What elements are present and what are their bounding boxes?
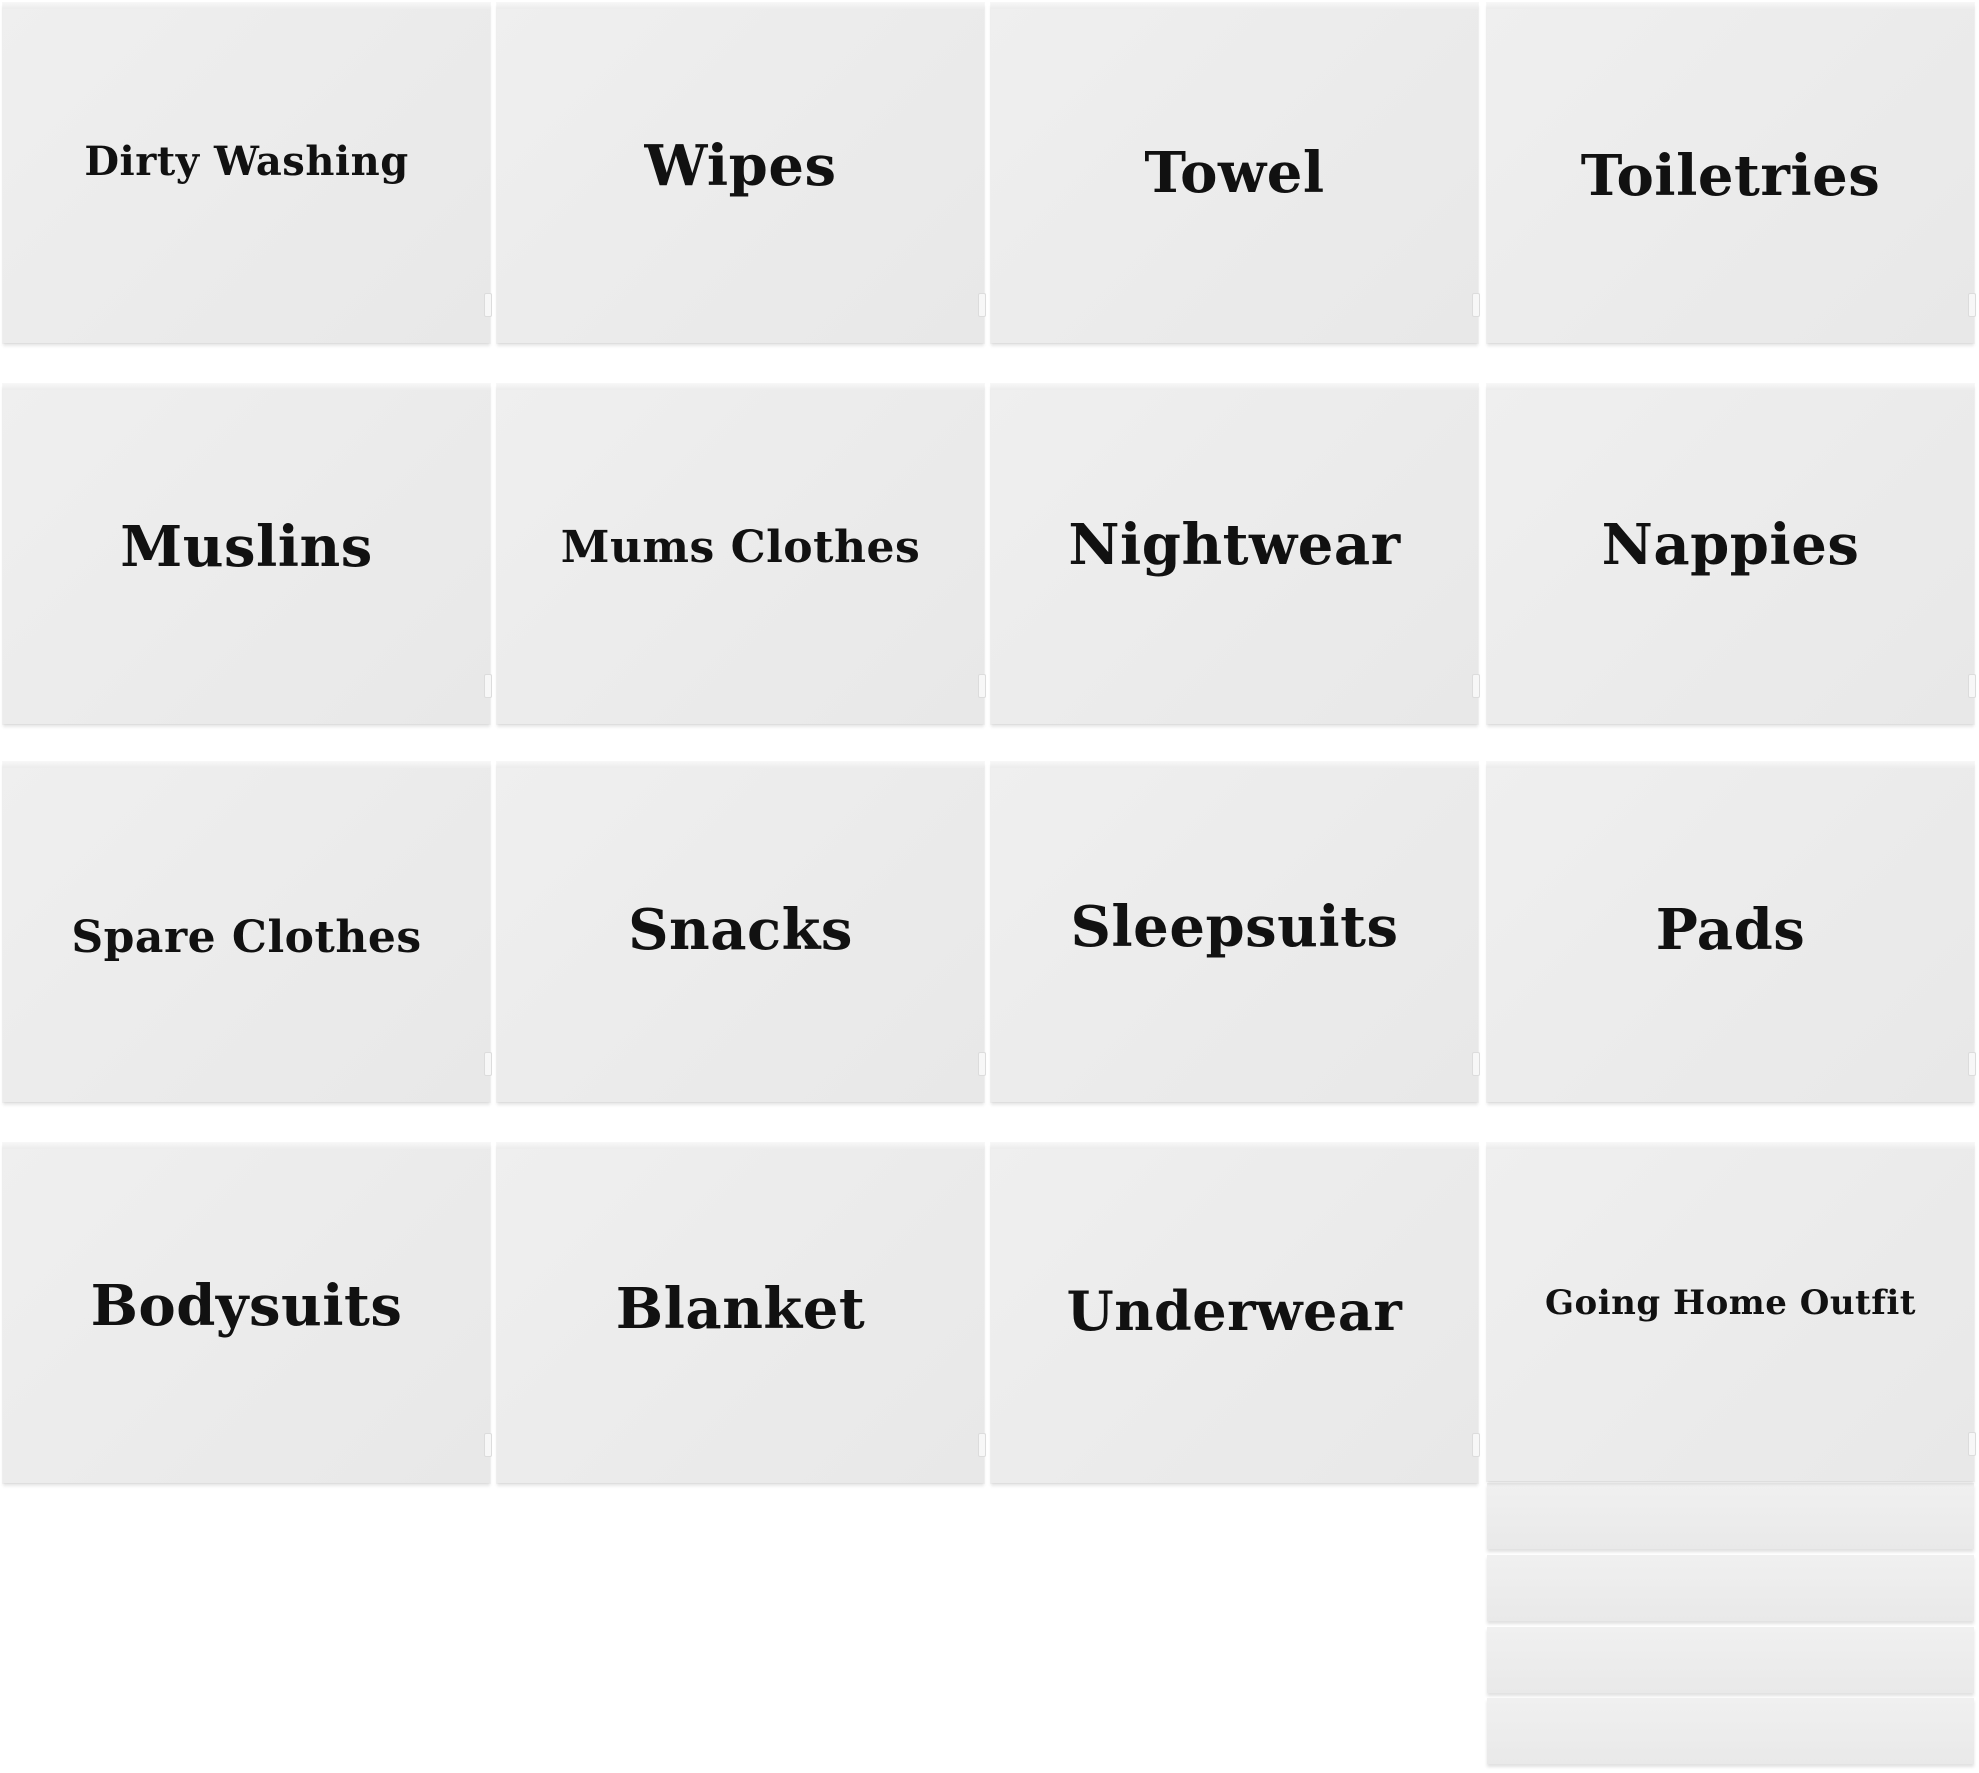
bag-label: Wipes bbox=[644, 133, 837, 199]
bag-snacks bbox=[497, 762, 984, 1102]
bag-label: Blanket bbox=[615, 1276, 866, 1342]
bag-label: Muslins bbox=[120, 514, 373, 580]
bag-label: Going Home Outfit bbox=[1545, 1283, 1916, 1323]
bag-spare-clothes bbox=[3, 762, 490, 1102]
stacked-bag-sheet bbox=[1487, 1627, 1974, 1693]
bag-toiletries bbox=[1487, 3, 1974, 343]
stacked-bag-sheet bbox=[1487, 1555, 1974, 1621]
bag-label: Snacks bbox=[628, 897, 853, 963]
bag-pads bbox=[1487, 762, 1974, 1102]
bag-label: Sleepsuits bbox=[1070, 894, 1399, 960]
stacked-bag-sheet bbox=[1487, 1483, 1974, 1549]
bag-label: Dirty Washing bbox=[84, 138, 409, 185]
bag-towel bbox=[991, 3, 1478, 343]
bag-label: Mums Clothes bbox=[560, 522, 921, 573]
bag-blanket bbox=[497, 1143, 984, 1483]
bag-mums-clothes bbox=[497, 384, 984, 724]
bag-muslins bbox=[3, 384, 490, 724]
bag-nightwear bbox=[991, 384, 1478, 724]
bag-label: Bodysuits bbox=[90, 1273, 403, 1339]
bag-wipes bbox=[497, 3, 984, 343]
bag-label: Toiletries bbox=[1580, 143, 1881, 209]
bag-bodysuits bbox=[3, 1143, 490, 1483]
bag-label: Nappies bbox=[1601, 512, 1860, 578]
bag-nappies bbox=[1487, 384, 1974, 724]
bag-label: Pads bbox=[1655, 897, 1806, 963]
stacked-bag-sheet bbox=[1487, 1698, 1974, 1764]
bag-label: Towel bbox=[1144, 140, 1325, 206]
bag-underwear bbox=[991, 1143, 1478, 1483]
bag-label: Nightwear bbox=[1068, 512, 1401, 578]
bag-label: Spare Clothes bbox=[71, 912, 422, 963]
bag-going-home-outfit bbox=[1487, 1143, 1974, 1481]
bag-sleepsuits bbox=[991, 762, 1478, 1102]
bag-dirty-washing bbox=[3, 3, 490, 343]
bag-label: Underwear bbox=[1066, 1279, 1403, 1343]
